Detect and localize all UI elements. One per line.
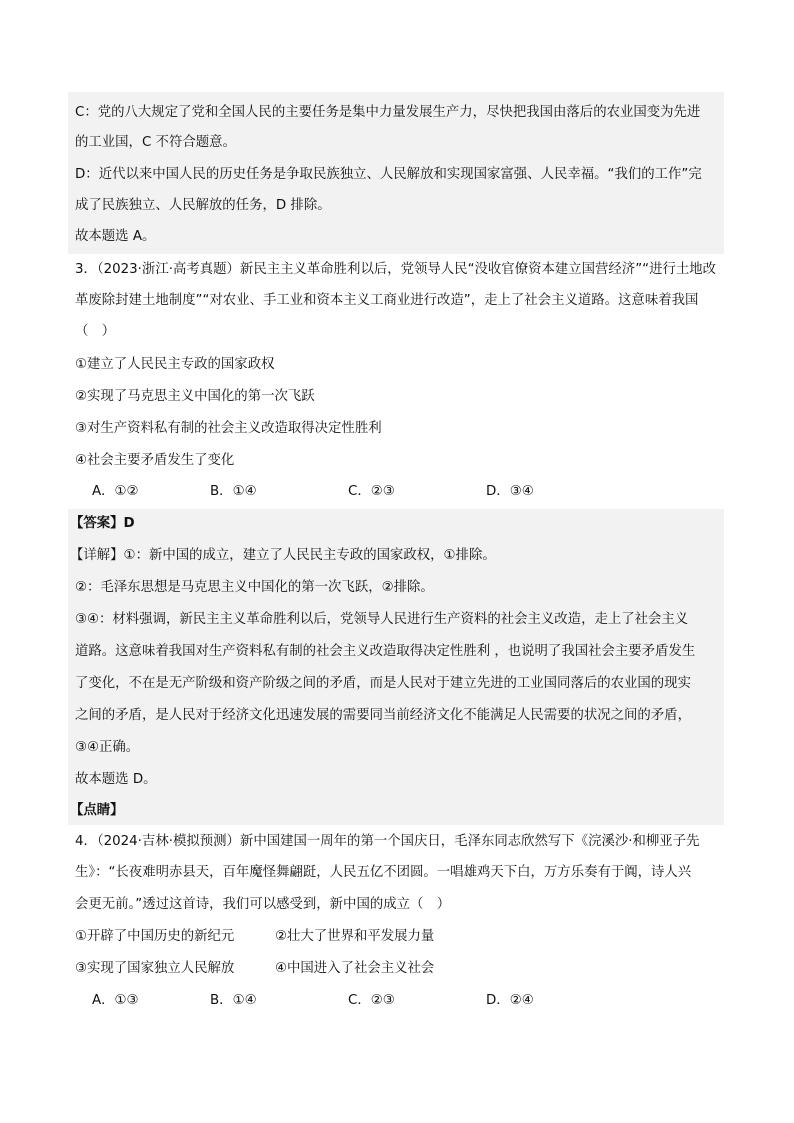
q3-option-d: D．③④ [486, 484, 534, 499]
q3-item-2: ②实现了马克思主义中国化的第一次飞跃 [75, 389, 315, 404]
analysis-c-line2: 的工业国，C 不符合题意。 [75, 135, 236, 150]
q3-detail-line3: ③④：材料强调，新民主主义革命胜利以后，党领导人民进行生产资料的社会主义改造，走上了社会主义 [75, 612, 689, 627]
q3-item-1: ①建立了人民民主专政的国家政权 [75, 357, 275, 372]
q3-option-a: A．①② [92, 484, 139, 499]
q4-stem-line2: 生》：“长夜难明赤县天，百年魔怪舞翩跹，人民五亿不团圆。一唱雄鸡天下白，万方乐奏有于阗，诗人兴 [75, 865, 692, 880]
q3-answer: 【答案】D [70, 516, 135, 531]
q3-options [92, 476, 572, 508]
q3-stem-line3: （ ） [75, 324, 116, 339]
analysis-c-line1: C：党的八大规定了党和全国人民的主要任务是集中力量发展生产力，尽快把我国由落后的农业国变为先进 [75, 105, 701, 120]
q4-item-1: ①开辟了中国历史的新纪元 [75, 929, 235, 944]
q3-detail-line5: 了变化，不在是无产阶级和资产阶级之间的矛盾，而是人民对于建立先进的工业国同落后的农业国的现实 [75, 676, 691, 691]
q3-conclusion: 故本题选 D。 [75, 772, 157, 787]
q4-item-4: ④中国进入了社会主义社会 [275, 961, 435, 976]
q4-item-3: ③实现了国家独立人民解放 [75, 961, 235, 976]
q3-comment: 【点睛】 [70, 803, 124, 818]
q4-item-2: ②壮大了世界和平发展力量 [275, 929, 435, 944]
q4-stem-line1: 4．（2024·吉林·模拟预测）新中国建国一周年的第一个国庆日，毛泽东同志欣然写下《浣溪沙·和柳亚子先 [75, 834, 700, 849]
q3-stem-line1: 3．（2023·浙江·高考真题）新民主主义革命胜利以后，党领导人民“没收官僚资本建立国营经济”“进行土地改 [75, 262, 717, 277]
q3-item-3: ③对生产资料私有制的社会主义改造取得决定性胜利 [75, 421, 382, 436]
q3-stem-line2: 革废除封建土地制度”“对农业、手工业和资本主义工商业进行改造”，走上了社会主义道路。这意味着我国 [75, 293, 699, 308]
analysis-d-line1: D：近代以来中国人民的历史任务是争取民族独立、人民解放和实现国家富强、人民幸福。“我们的工作”完 [75, 167, 702, 182]
analysis-d-line2: 成了民族独立、人民解放的任务，D 排除。 [75, 198, 331, 213]
q4-items-row2 [75, 953, 725, 985]
q3-item-4: ④社会主要矛盾发生了变化 [75, 453, 235, 468]
q4-option-a: A．①③ [92, 993, 139, 1008]
q4-items-row1 [75, 921, 725, 953]
q3-detail-line4: 道路。这意味着我国对生产资料私有制的社会主义改造取得决定性胜利 ，也说明了我国社会主要矛盾发生 [75, 644, 696, 659]
q3-option-c: C．②③ [348, 484, 395, 499]
q4-option-b: B．①④ [210, 993, 257, 1008]
q3-detail-line7: ③④正确。 [75, 740, 140, 755]
q4-option-d: D．②④ [486, 993, 534, 1008]
q4-option-c: C．②③ [348, 993, 395, 1008]
analysis-conclusion-q2: 故本题选 A。 [75, 229, 156, 244]
q3-option-b: B．①④ [210, 484, 257, 499]
q3-detail-line1: 【详解】①：新中国的成立，建立了人民民主专政的国家政权，①排除。 [70, 548, 496, 563]
q4-stem-line3: 会更无前。”透过这首诗，我们可以感受到，新中国的成立（ ） [75, 897, 451, 912]
q3-detail-line2: ②：毛泽东思想是马克思主义中国化的第一次飞跃，②排除。 [75, 580, 434, 595]
q3-detail-line6: 之间的矛盾，是人民对于经济文化迅速发展的需要同当前经济文化不能满足人民需要的状况之间的矛盾， [75, 708, 691, 723]
q4-options [92, 985, 572, 1017]
